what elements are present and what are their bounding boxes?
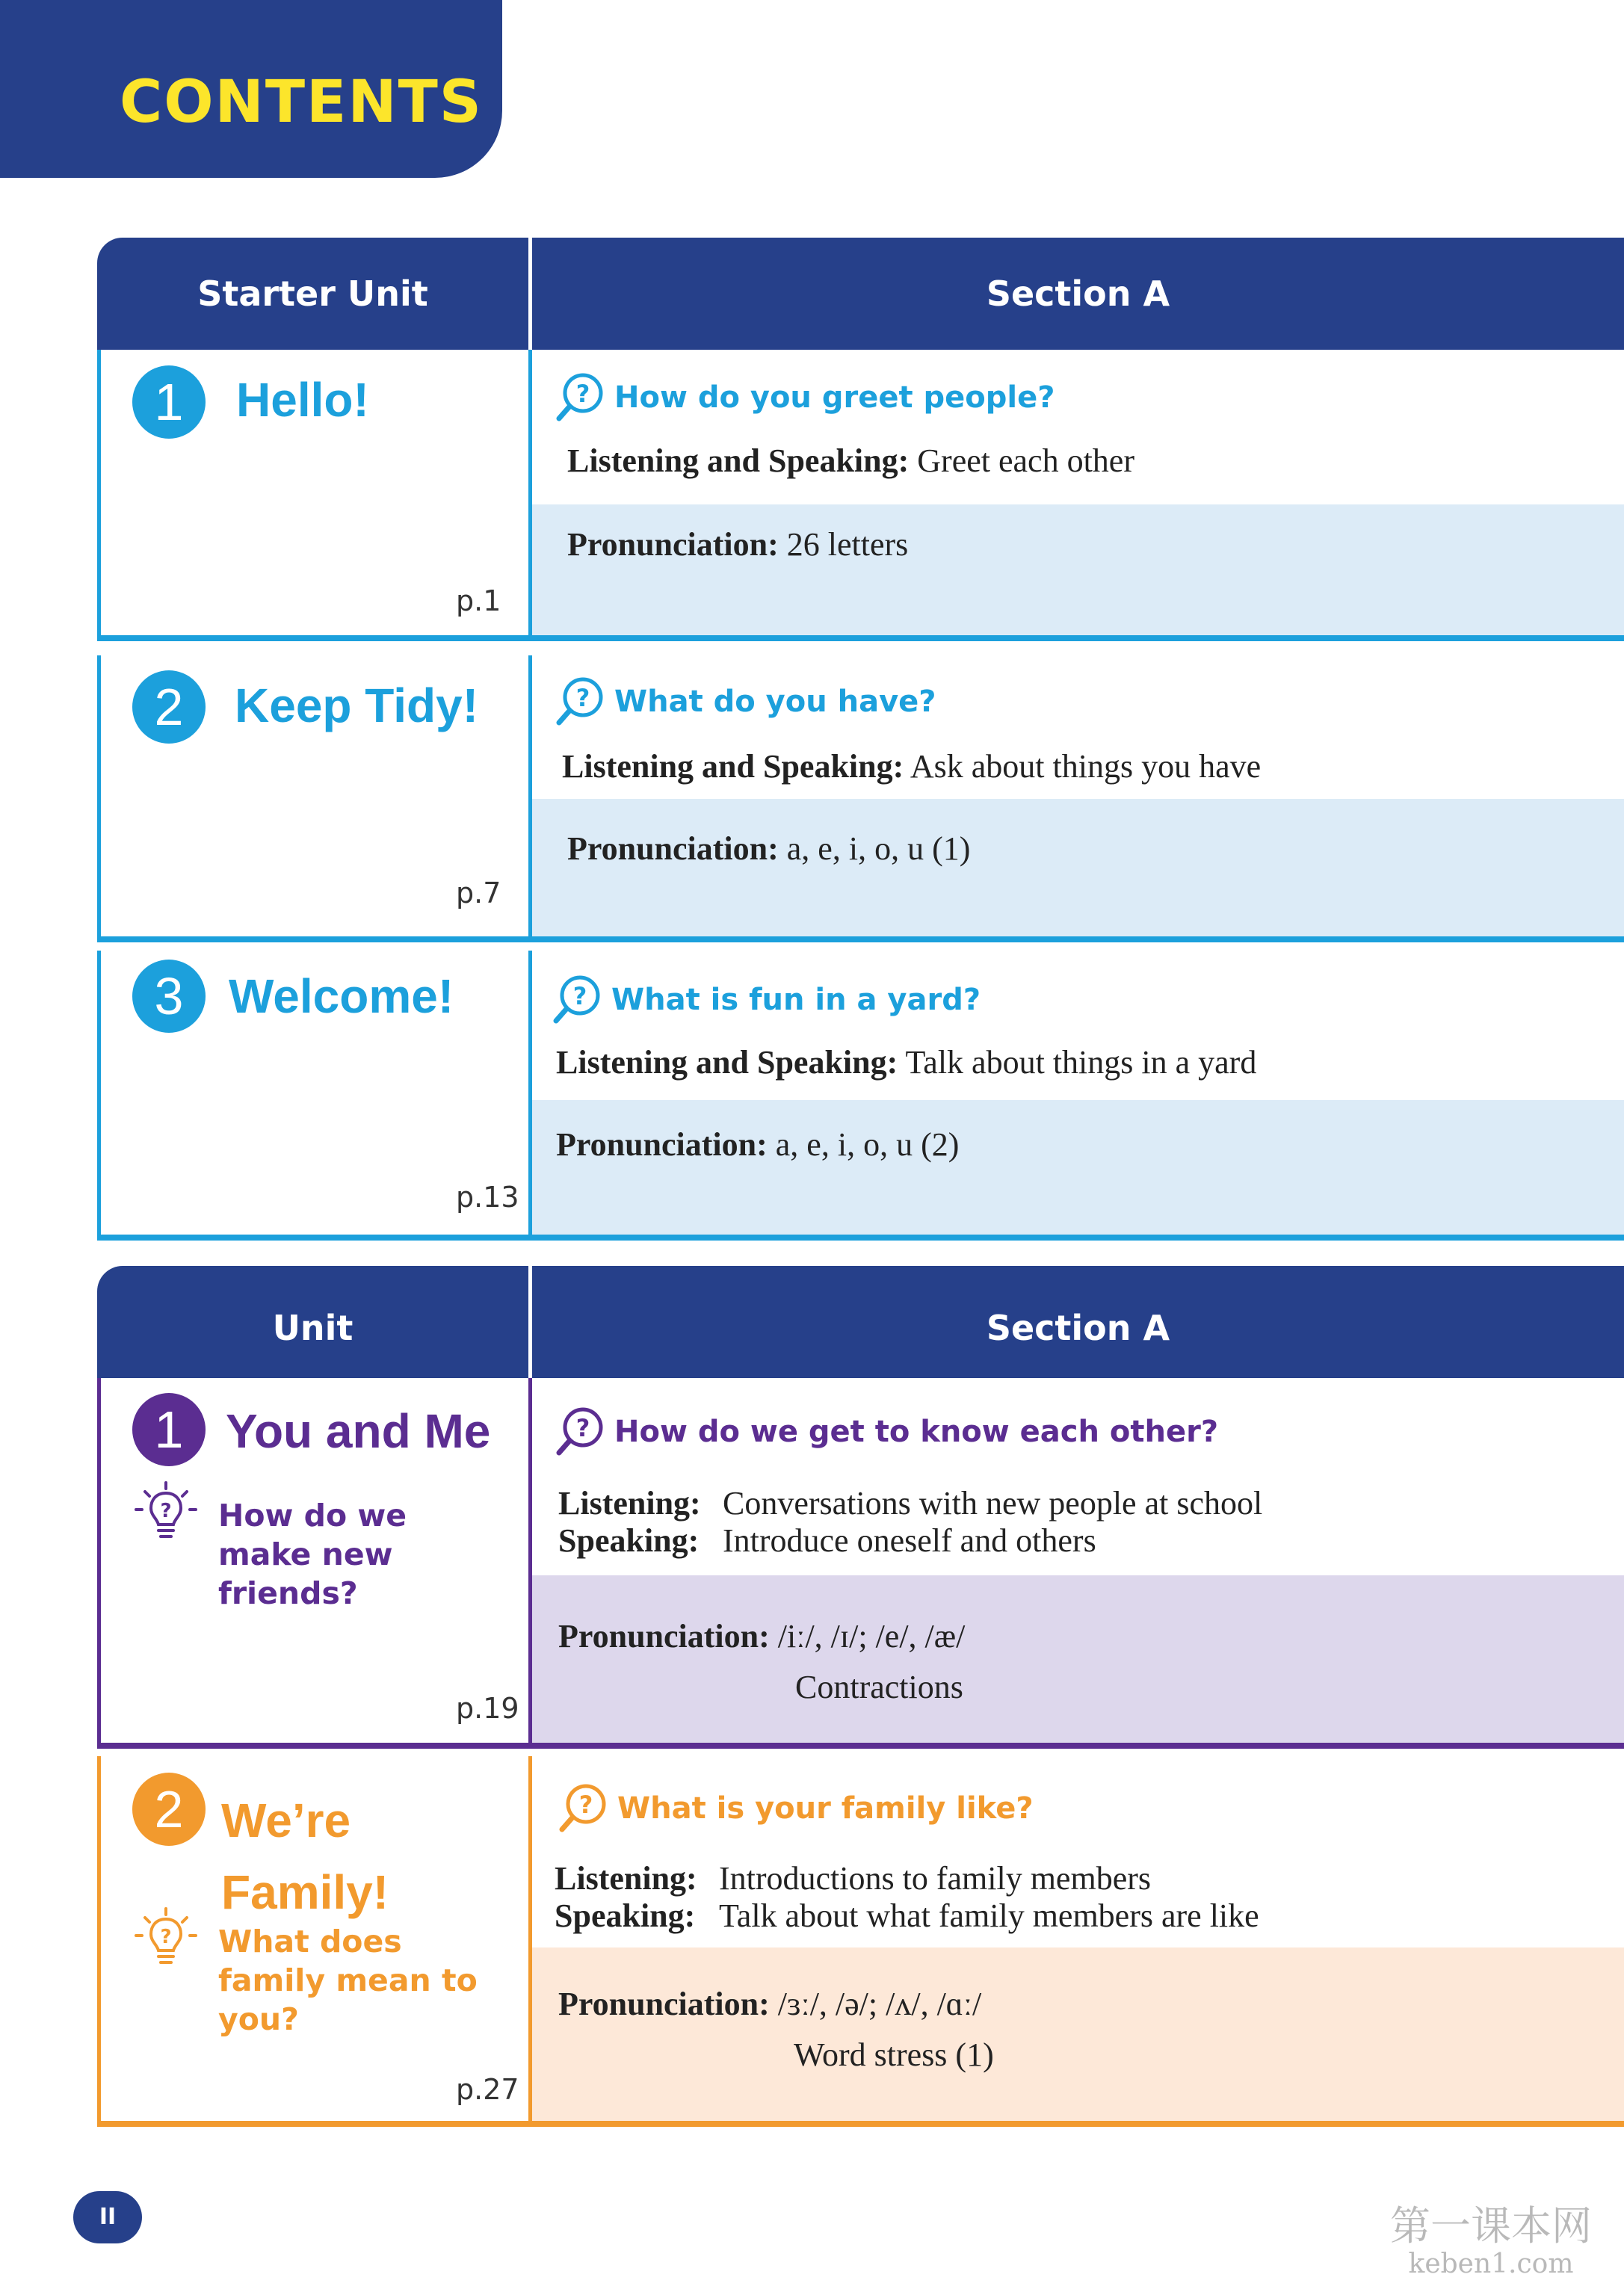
watermark-line-1: 第一课本网	[1390, 2202, 1592, 2249]
speaking-text: Introduce oneself and others	[723, 1522, 1096, 1559]
svg-text:?: ?	[160, 1500, 172, 1522]
section-question	[553, 1405, 1218, 1459]
question-magnifier-icon	[553, 1405, 607, 1459]
unit-number-badge: 1	[132, 365, 206, 439]
pronunciation-line	[567, 830, 970, 868]
pronunciation-shade	[532, 1100, 1624, 1235]
lightbulb-question-icon	[133, 1480, 199, 1545]
speaking-line	[555, 1897, 1259, 1935]
unit-row-1	[97, 1378, 1624, 1749]
pronunciation-label: Pronunciation:	[567, 830, 779, 867]
big-question	[133, 1906, 502, 2039]
svg-text:?: ?	[572, 982, 587, 1010]
table2-header	[97, 1266, 1624, 1378]
section-question	[556, 1782, 1034, 1835]
starter-unit-row-2	[97, 655, 1624, 942]
big-question-text: How do we make new friends?	[218, 1498, 407, 1611]
listening-speaking-text: Greet each other	[917, 442, 1134, 479]
table1-header-left: Starter Unit	[197, 274, 428, 314]
table2-header-left: Unit	[272, 1308, 353, 1348]
page-reference: p.13	[456, 1181, 519, 1214]
pronunciation-text: 26 letters	[786, 526, 909, 563]
starter-unit-row-3	[97, 951, 1624, 1241]
section-question-text: What is your family like?	[617, 1791, 1034, 1826]
section-question-text: How do you greet people?	[614, 380, 1055, 415]
pronunciation-shade	[532, 1575, 1624, 1743]
listening-speaking-label: Listening and Speaking:	[562, 748, 904, 785]
page-title: CONTENTS	[120, 69, 483, 136]
pronunciation-text: a, e, i, o, u (2)	[775, 1126, 960, 1163]
speaking-label: Speaking:	[558, 1522, 700, 1559]
question-magnifier-icon	[553, 371, 607, 424]
pronunciation-text: /ɜː/, /ə/; /ʌ/, /ɑː/	[777, 1986, 982, 2022]
starter-unit-row-1	[97, 350, 1624, 641]
listening-speaking-line	[556, 1043, 1256, 1081]
pronunciation-line	[558, 1617, 965, 1655]
section-question-text: How do we get to know each other?	[614, 1415, 1219, 1449]
pronunciation-line	[556, 1125, 959, 1164]
pronunciation-text: /iː/, /ɪ/; /e/, /æ/	[777, 1618, 966, 1655]
listening-text: Conversations with new people at school	[723, 1485, 1263, 1522]
big-question-text: What does family mean to you?	[218, 1924, 478, 2037]
pronunciation-label: Pronunciation:	[567, 526, 779, 563]
speaking-label: Speaking:	[555, 1897, 696, 1934]
svg-text:?: ?	[578, 1791, 593, 1819]
page-reference: p.19	[456, 1692, 519, 1725]
question-magnifier-icon	[553, 675, 607, 729]
speaking-line	[558, 1522, 1096, 1560]
pronunciation-shade	[532, 1947, 1624, 2121]
watermark-line-2: keben1.com	[1408, 2249, 1574, 2279]
unit-title: Keep Tidy!	[235, 679, 478, 732]
page-number-badge: II	[73, 2191, 142, 2243]
unit-title-line-2: Family!	[221, 1865, 389, 1919]
unit-title: You and Me	[226, 1404, 491, 1458]
page-reference: p.27	[456, 2073, 519, 2106]
svg-text:?: ?	[575, 380, 590, 408]
question-magnifier-icon	[550, 973, 604, 1027]
svg-text:?: ?	[575, 684, 590, 712]
table1-header-right: Section A	[986, 274, 1170, 314]
section-question-text: What is fun in a yard?	[611, 983, 981, 1017]
section-question-text: What do you have?	[614, 685, 936, 719]
listening-line	[555, 1859, 1151, 1897]
section-question	[553, 371, 1055, 424]
svg-text:?: ?	[575, 1414, 590, 1442]
section-question	[553, 675, 936, 729]
unit-number-badge: 1	[132, 1393, 206, 1466]
page-reference: p.1	[456, 584, 501, 617]
pronunciation-line-2: Word stress (1)	[794, 2036, 994, 2073]
pronunciation-label: Pronunciation:	[556, 1126, 768, 1163]
pronunciation-line-2: Contractions	[795, 1669, 963, 1705]
speaking-text: Talk about what family members are like	[719, 1897, 1259, 1934]
lightbulb-question-icon	[133, 1906, 199, 1971]
pronunciation-shade	[532, 504, 1624, 635]
table1-header	[97, 238, 1624, 350]
page-reference: p.7	[456, 877, 501, 909]
table2-header-right: Section A	[986, 1308, 1170, 1348]
listening-speaking-text: Talk about things in a yard	[905, 1044, 1257, 1081]
unit-title: Welcome!	[229, 969, 454, 1023]
listening-speaking-label: Listening and Speaking:	[567, 442, 910, 479]
unit-number-badge: 2	[132, 1773, 206, 1846]
listening-line	[558, 1484, 1262, 1522]
big-question	[133, 1480, 502, 1613]
svg-text:?: ?	[160, 1926, 172, 1948]
unit-title-line-1: We’re	[221, 1794, 351, 1847]
unit-number-badge: 3	[132, 960, 206, 1033]
listening-label: Listening:	[555, 1860, 697, 1897]
listening-speaking-text: Ask about things you have	[910, 748, 1262, 785]
unit-title: Hello!	[236, 373, 369, 427]
pronunciation-label: Pronunciation:	[558, 1618, 770, 1655]
listening-speaking-label: Listening and Speaking:	[556, 1044, 898, 1081]
watermark	[1386, 2203, 1596, 2279]
pronunciation-text: a, e, i, o, u (1)	[786, 830, 971, 867]
pronunciation-shade	[532, 799, 1624, 936]
pronunciation-line	[567, 525, 908, 563]
unit-number-badge: 2	[132, 670, 206, 744]
question-magnifier-icon	[556, 1782, 610, 1835]
listening-text: Introductions to family members	[719, 1860, 1151, 1897]
listening-label: Listening:	[558, 1485, 701, 1522]
listening-speaking-line	[562, 747, 1261, 785]
section-question	[550, 973, 981, 1027]
listening-speaking-line	[567, 442, 1134, 480]
pronunciation-line	[558, 1985, 981, 2023]
pronunciation-label: Pronunciation:	[558, 1986, 770, 2022]
unit-row-2	[97, 1756, 1624, 2127]
